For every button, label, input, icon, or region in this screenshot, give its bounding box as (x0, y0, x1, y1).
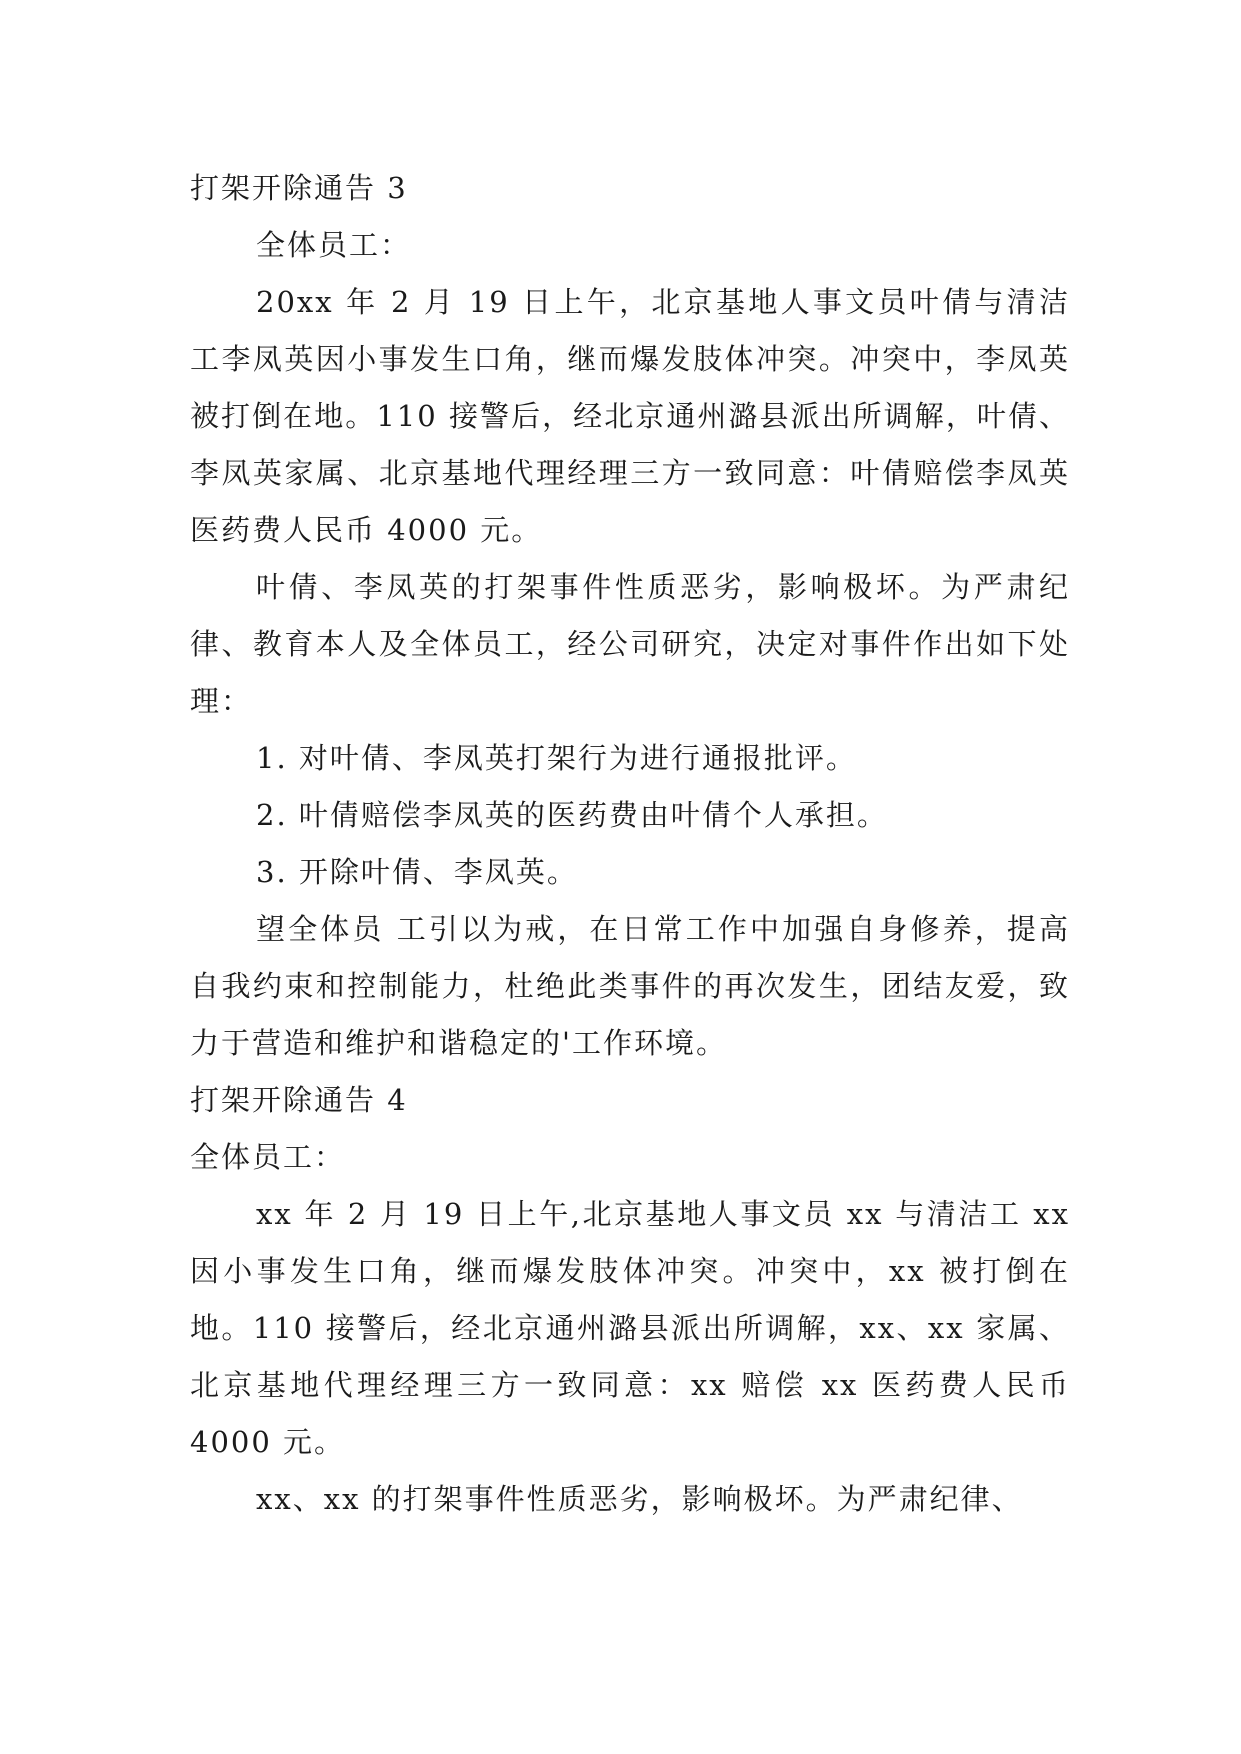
salutation: 全体员工： (190, 1140, 346, 1174)
list-item: 2. 叶倩赔偿李凤英的医药费由叶倩个人承担。 (256, 798, 888, 832)
list-item: 1. 对叶倩、李凤英打架行为进行通报批评。 (256, 741, 857, 775)
paragraph: xx、xx 的打架事件性质恶劣，影响极坏。为严肃纪律、 (256, 1482, 1023, 1516)
section-title: 打架开除通告 3 (190, 171, 408, 205)
salutation: 全体员工： (256, 228, 412, 262)
list-item: 3. 开除叶倩、李凤英。 (256, 855, 578, 889)
section-title: 打架开除通告 4 (190, 1083, 408, 1117)
document-body (190, 160, 1070, 1528)
paragraph: 叶倩、李凤英的打架事件性质恶劣，影响极坏。为严肃纪律、教育本人及全体员工，经公司研究，决定对事件作出如下处理： (190, 570, 1070, 718)
closing-paragraph: 望全体员 工引以为戒，在日常工作中加强自身修养，提高自我约束和控制能力，杜绝此类事件的再次发生，团结友爱，致力于营造和维护和谐稳定的'工作环境。 (190, 912, 1070, 1060)
paragraph: 20xx 年 2 月 19 日上午，北京基地人事文员叶倩与清洁工李凤英因小事发生口角，继而爆发肢体冲突。冲突中，李凤英被打倒在地。110 接警后，经北京通州潞县派出所调解，叶倩、李凤英家属、北京基地代理经理三方一致同意：叶倩赔偿李凤英医药费人民币 4000 元。 (190, 285, 1070, 547)
paragraph: xx 年 2 月 19 日上午,北京基地人事文员 xx 与清洁工 xx 因小事发生口角，继而爆发肢体冲突。冲突中，xx 被打倒在地。110 接警后，经北京通州潞县派出所调解，xx、xx 家属、北京基地代理经理三方一致同意：xx 赔偿 xx 医药费人民币 4000 元。 (190, 1197, 1070, 1459)
